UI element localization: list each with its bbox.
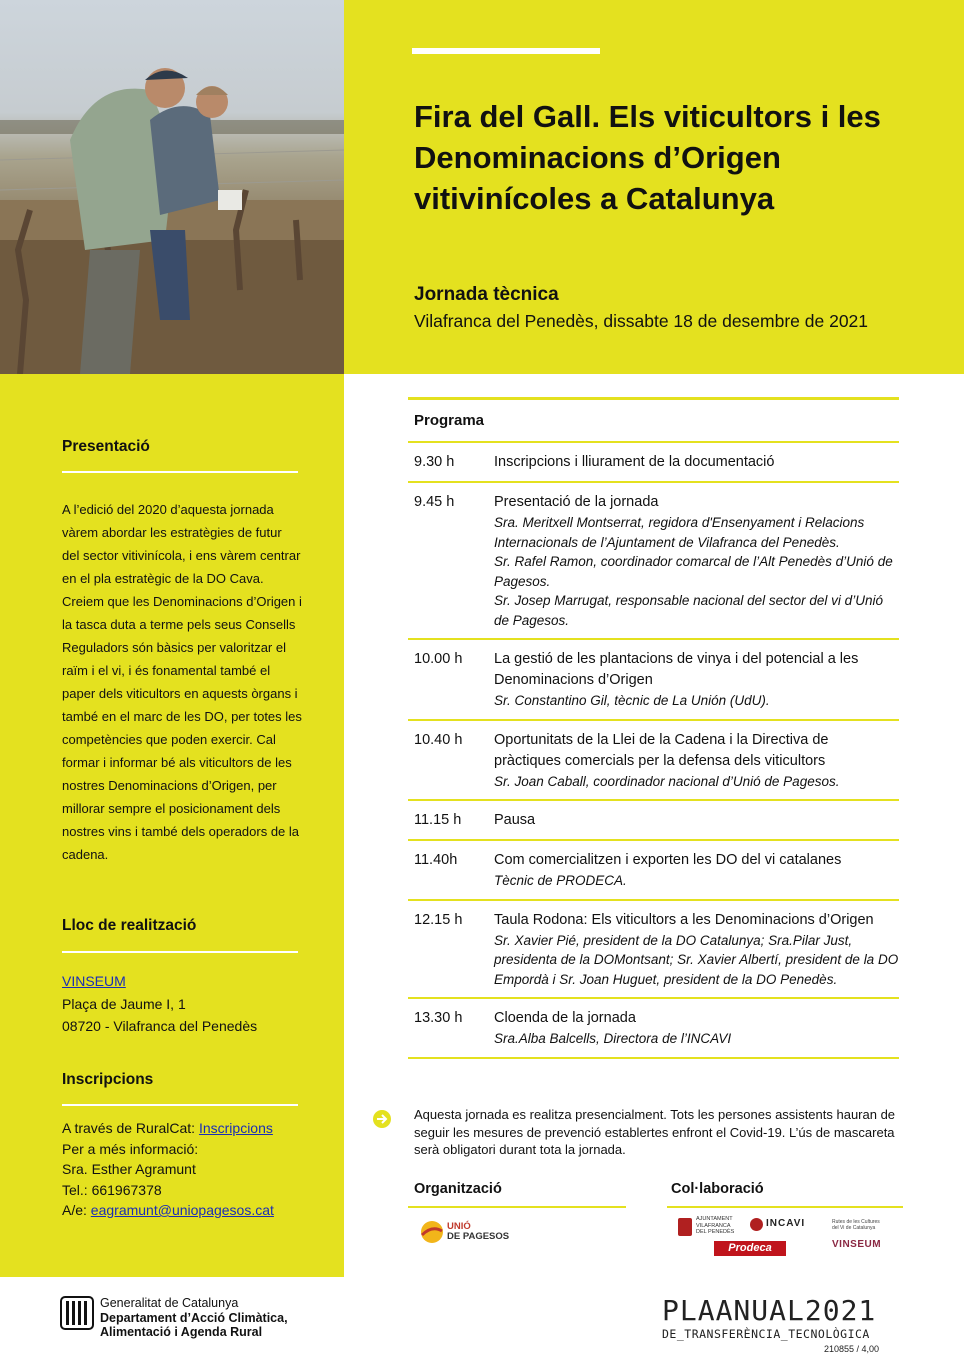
programa-row xyxy=(408,443,899,483)
contact-email-link[interactable]: eagramunt@uniopagesos.cat xyxy=(90,1202,274,1218)
programa-session-title: Pausa xyxy=(494,812,536,828)
presentacio-heading: Presentació xyxy=(62,438,150,455)
programa-time: 9.45 h xyxy=(414,494,455,510)
vinseum-logo: VINSEUM xyxy=(832,1239,882,1250)
programa-row xyxy=(408,999,899,1059)
divider xyxy=(62,471,298,473)
page-title: Fira del Gall. Els viticultors i les Denominacions d’Origen vitivinícoles a Catalunya xyxy=(414,99,881,216)
inscripcions-prefix: A través de RuralCat: xyxy=(62,1120,199,1136)
programa-time: 9.30 h xyxy=(414,454,455,470)
programa-speaker: Sr. Xavier Pié, president de la DO Catalunya; Sra.Pilar Just, presidenta de la DOMontsant; Sr. Xavier Albertí, president de la DO Empordà i Sr. Joan Huguet, president de la DO Penedès. xyxy=(494,932,899,987)
programa-speaker: Sra. Meritxell Montserrat, regidora d'Ensenyament i Relacions Internacionals de l’Ajuntament de Vilafranca del Penedès. xyxy=(494,515,865,550)
contact-phone: Tel.: 661967378 xyxy=(62,1181,162,1198)
programa-speaker: Sr. Constantino Gil, tècnic de La Unión (UdU). xyxy=(494,693,770,708)
programa-session-title: Oportunitats de la Llei de la Cadena i la Directiva de pràctiques comercials per la defensa dels viticultors xyxy=(494,731,829,769)
header-photo-vineyard xyxy=(0,0,344,374)
header-banner xyxy=(344,0,964,374)
programa-speaker: Sr. Rafel Ramon, coordinador comarcal de l’Alt Penedès d’Unió de Pagesos. xyxy=(494,554,893,589)
inscripcions-info xyxy=(62,1118,274,1221)
programa-session-title: Taula Rodona: Els viticultors a les Denominacions d’Origen xyxy=(494,911,874,928)
document-code: 210855 / 4,00 xyxy=(824,1344,880,1354)
programa-row xyxy=(408,901,899,1000)
programa-time: 12.15 h xyxy=(414,911,463,928)
organitzacio-heading: Organització xyxy=(414,1181,502,1197)
arrow-circle-icon xyxy=(372,1109,392,1129)
covid-note: Aquesta jornada es realitza presencialment. Tots les persones assistents hauran de seguir les mesures de prevenció establertes enfront el Covid-19. L’ús de mascareta serà obligatori durant tota la jornada. xyxy=(414,1107,896,1157)
incavi-logo: INCAVI xyxy=(750,1217,816,1233)
programa-row xyxy=(408,721,899,802)
programa-speaker: Sr. Joan Caball, coordinador nacional d’Unió de Pagesos. xyxy=(494,773,840,789)
programa-session-title: Com comercialitzen i exporten les DO del vi catalanes xyxy=(494,852,842,868)
programa-speaker: Tècnic de PRODECA. xyxy=(494,873,627,888)
sun-logo-icon xyxy=(420,1220,444,1244)
address-line-2: 08720 - Vilafranca del Penedès xyxy=(62,1018,258,1034)
programa-session-title: Inscripcions i lliurament de la documentació xyxy=(494,454,775,470)
programa-session-title: Presentació de la jornada xyxy=(494,494,659,510)
address-line-1: Plaça de Jaume I, 1 xyxy=(62,995,186,1012)
vinseum-link[interactable]: VINSEUM xyxy=(62,973,126,989)
programa-time: 10.40 h xyxy=(414,731,463,748)
divider xyxy=(667,1206,903,1208)
shield-icon xyxy=(678,1218,692,1236)
unio-de-pagesos-logo: UNIÓ DE PAGESOS xyxy=(420,1220,520,1246)
programa-session-title: Cloenda de la jornada xyxy=(494,1010,636,1026)
programa-row xyxy=(408,801,899,841)
prodeca-logo: Prodeca xyxy=(714,1241,786,1256)
programa-time: 13.30 h xyxy=(414,1010,463,1026)
programa-row xyxy=(408,841,899,901)
inscripcions-heading: Inscripcions xyxy=(62,1071,154,1088)
programa-row xyxy=(408,640,899,721)
programa-table xyxy=(408,397,899,1059)
programa-time: 11.15 h xyxy=(414,812,462,828)
programa-speaker: Sra.Alba Balcells, Directora de l’INCAVI xyxy=(494,1031,732,1046)
divider xyxy=(408,1206,626,1208)
inscripcions-link[interactable]: Inscripcions xyxy=(198,1120,273,1136)
collaboracio-heading: Col·laboració xyxy=(671,1181,764,1197)
pla-anual-subtitle: DE_TRANSFERÈNCIA_TECNOLÒGICA xyxy=(662,1327,870,1341)
programa-heading: Programa xyxy=(408,400,899,443)
contact-name: Sra. Esther Agramunt xyxy=(62,1161,196,1177)
generalitat-signature: Generalitat de Catalunya Departament d’Acció Climàtica, Alimentació i Agenda Rural xyxy=(100,1296,288,1339)
lloc-heading: Lloc de realització xyxy=(62,917,197,934)
programa-time: 10.00 h xyxy=(414,651,463,667)
programa-session-title: La gestió de les plantacions de vinya i del potencial a les Denominacions d’Origen xyxy=(494,651,859,688)
header-accent-bar xyxy=(412,48,600,54)
presentacio-text: A l’edició del 2020 d’aquesta jornada vàrem abordar les estratègies de futur del sector vitivinícola, i ens vàrem centrar en el pla estratègic de la DO Cava. Creiem que les Denominacions d’Origen i la tasca duta a terme pels seus Consells Reguladors són bàsics per valoritzar el raïm i el vi, i és fonamental també el paper dels viticultors en aquests òrgans i també en el marc de les DO, per totes les competències que poden exercir. Cal formar i informar bé als viticultors de les nostres Denominacions d’Origen, per millorar sempre el posicionament dels nostres vins i també dels operadors de la cadena. xyxy=(62,502,302,862)
generalitat-emblem-icon xyxy=(60,1296,94,1330)
info-label: Per a més informació: xyxy=(62,1140,199,1157)
incavi-circle-icon xyxy=(750,1218,763,1231)
programa-time: 11.40h xyxy=(414,852,458,868)
lloc-address xyxy=(62,970,257,1038)
pla-anual-title: PLAANUAL2021 xyxy=(662,1294,877,1327)
divider xyxy=(62,951,298,953)
email-prefix: A/e: xyxy=(62,1202,91,1218)
programa-speaker: Sr. Josep Marrugat, responsable nacional del sector del vi d’Unió de Pagesos. xyxy=(494,593,883,628)
event-type: Jornada tècnica xyxy=(414,284,559,305)
programa-row xyxy=(408,483,899,640)
ajuntament-vilafranca-logo: AJUNTAMENT VILAFRANCA DEL PENEDÈS xyxy=(678,1216,742,1240)
rutes-vi-logo: Rutes de les Cultures del Vi de Catalunya xyxy=(832,1219,880,1231)
event-place-date: Vilafranca del Penedès, dissabte 18 de desembre de 2021 xyxy=(414,311,869,331)
divider xyxy=(62,1104,298,1106)
